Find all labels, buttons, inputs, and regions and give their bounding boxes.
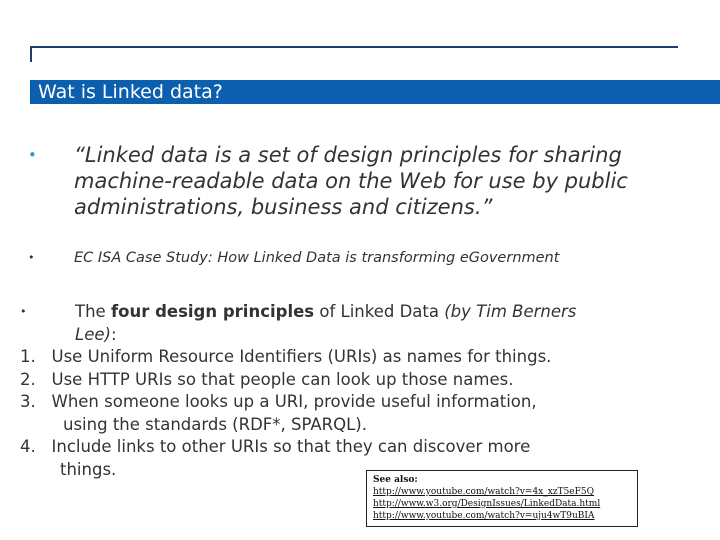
principle-number: 1. (20, 347, 36, 366)
intro-italic-1: (by Tim Berners (444, 302, 577, 321)
intro-prefix: The (75, 302, 111, 321)
quote-bullet: • (28, 146, 37, 164)
intro-italic-2: Lee) (75, 324, 111, 344)
principles-bullet: • (20, 305, 27, 318)
slide-title: Wat is Linked data? (38, 81, 223, 103)
principles-block (20, 301, 660, 481)
see-also-link-w3c[interactable]: http://www.w3.org/DesignIssues/LinkedData.html (373, 499, 601, 509)
principle-item-2 (20, 369, 660, 392)
principle-text: Use HTTP URIs so that people can look up those names. (51, 369, 514, 389)
intro-bold: four design principles (110, 302, 315, 321)
principle-text: When someone looks up a URI, provide useful information, (51, 392, 537, 411)
see-also-link-youtube-1[interactable]: http://www.youtube.com/watch?v=4x_xzT5eF5Q (373, 487, 594, 497)
principle-text: Use Uniform Resource Identifiers (URIs) as names for things. (51, 347, 552, 366)
principle-text: Include links to other URIs so that they can discover more (51, 437, 531, 456)
principle-item-3 (20, 391, 660, 414)
quote-text: “Linked data is a set of design principles for sharing machine-readable data on the Web for use by public administrations, business and citizens.” (74, 143, 628, 219)
principle-item-1 (20, 346, 660, 369)
quote-block (28, 142, 668, 220)
source-bullet: • (28, 251, 35, 264)
principle-number: 3. (20, 392, 36, 411)
principle-item-4-cont: things. (60, 459, 117, 479)
principle-number: 2. (20, 369, 36, 389)
principle-number: 4. (20, 437, 36, 456)
intro-mid: of Linked Data (314, 302, 445, 321)
see-also-link-youtube-2[interactable]: http://www.youtube.com/watch?v=uju4wT9uBIA (373, 511, 595, 521)
principle-item-4 (20, 436, 660, 459)
see-also-box (366, 470, 638, 527)
source-block (28, 248, 688, 268)
source-text: EC ISA Case Study: How Linked Data is transforming eGovernment (74, 250, 560, 266)
see-also-heading: See also: (373, 475, 418, 485)
intro-colon: : (110, 324, 117, 344)
principle-item-3-cont: using the standards (RDF*, SPARQL). (63, 414, 367, 434)
top-rule (30, 46, 678, 48)
principles-intro-cont (20, 324, 660, 347)
principles-intro (20, 301, 660, 324)
top-rule-tick (30, 46, 32, 62)
